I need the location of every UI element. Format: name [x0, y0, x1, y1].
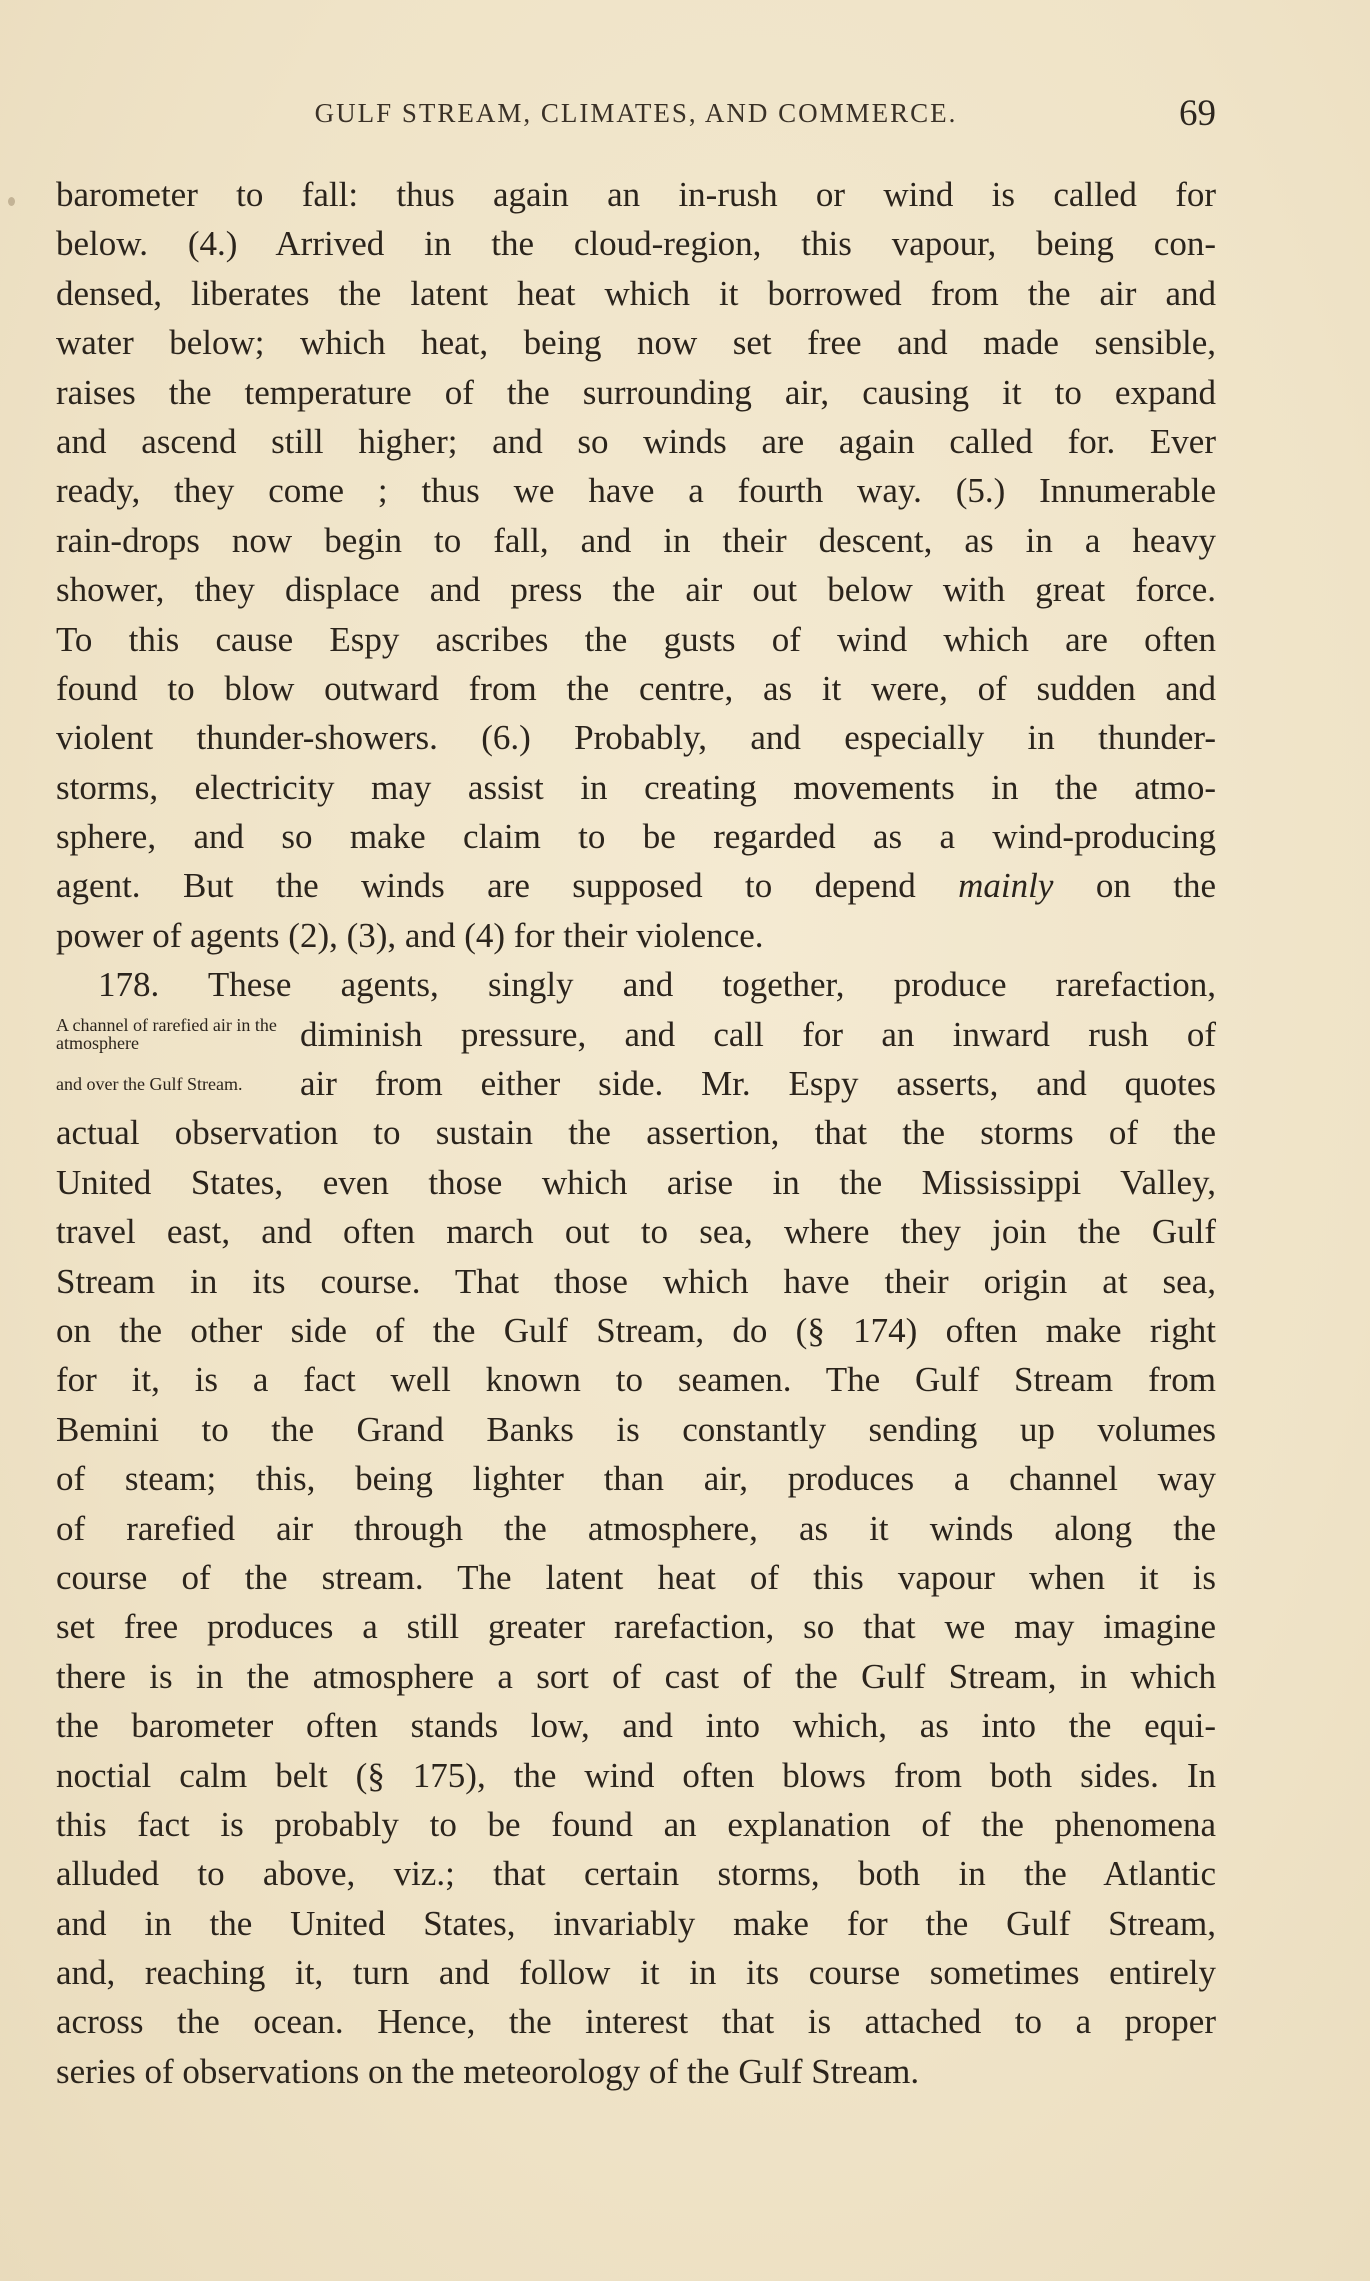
text-line: sphere, and so make claim to be regarded as a wind-producing [56, 817, 1216, 857]
body-text [56, 170, 1216, 2096]
text-line: found to blow outward from the centre, as it were, of sudden and [56, 668, 1216, 708]
page-number: 69 [1179, 93, 1216, 134]
text-line: of steam; this, being lighter than air, produces a channel way [56, 1459, 1216, 1499]
text-line: raises the temperature of the surrounding air, causing it to expand [56, 372, 1216, 412]
text-line: below. (4.) Arrived in the cloud-region, this vapour, being con- [56, 224, 1216, 264]
page-header [56, 92, 1216, 142]
text-line: across the ocean. Hence, the interest that is attached to a proper [56, 2002, 1216, 2042]
text-line: violent thunder-showers. (6.) Probably, and especially in thunder- [56, 718, 1216, 758]
text-line: barometer to fall: thus again an in-rush or wind is called for [56, 175, 1216, 214]
text-line-emphasis [56, 861, 1216, 910]
text-line: for it, is a fact well known to seamen. The Gulf Stream from [56, 1360, 1216, 1400]
margin-note: A channel of rarefied air in the atmosphere [56, 1015, 277, 1054]
text-line: and ascend still higher; and so winds are again called for. Ever [56, 421, 1216, 461]
text-line: course of the stream. The latent heat of this vapour when it is [56, 1557, 1216, 1597]
text-line: and, reaching it, turn and follow it in its course sometimes entirely [56, 1953, 1216, 1993]
emphasized-word: mainly [958, 866, 1054, 906]
text-line: on the other side of the Gulf Stream, do (§ 174) often make right [56, 1310, 1216, 1350]
text-segment: diminish pressure, and call for an inward rush of [300, 1014, 1216, 1054]
text-line: there is in the atmosphere a sort of cast of the Gulf Stream, in which [56, 1656, 1216, 1696]
text-line: To this cause Espy ascribes the gusts of wind which are often [56, 619, 1216, 659]
text-line: the barometer often stands low, and into which, as into the equi- [56, 1706, 1216, 1746]
text-segment: agent. But the winds are supposed to depend [56, 866, 916, 906]
text-line: of rarefied air through the atmosphere, as it winds along the [56, 1508, 1216, 1548]
text-line: and in the United States, invariably make for the Gulf Stream, [56, 1903, 1216, 1943]
text-line-with-sidenote [56, 1059, 1216, 1108]
text-line: densed, liberates the latent heat which it borrowed from the air and [56, 273, 1216, 313]
margin-note: and over the Gulf Stream. [56, 1073, 243, 1094]
text-line: rain-drops now begin to fall, and in their descent, as in a heavy [56, 520, 1216, 560]
text-line: Stream in its course. That those which have their origin at sea, [56, 1261, 1216, 1301]
text-line: alluded to above, viz.; that certain storms, both in the Atlantic [56, 1854, 1216, 1894]
text-line: noctial calm belt (§ 175), the wind often blows from both sides. In [56, 1755, 1216, 1795]
text-line: actual observation to sustain the assertion, that the storms of the [56, 1113, 1216, 1153]
text-line: water below; which heat, being now set free and made sensible, [56, 323, 1216, 363]
text-line: shower, they displace and press the air out below with great force. [56, 570, 1216, 610]
text-segment: on the [1095, 866, 1216, 906]
text-line: this fact is probably to be found an explanation of the phenomena [56, 1804, 1216, 1844]
text-segment: air from either side. Mr. Espy asserts, and quotes [300, 1064, 1216, 1104]
text-line: storms, electricity may assist in creating movements in the atmo- [56, 767, 1216, 807]
text-line: ready, they come ; thus we have a fourth way. (5.) Innumerable [56, 471, 1216, 511]
text-line: set free produces a still greater rarefaction, so that we may imagine [56, 1607, 1216, 1647]
text-line: travel east, and often march out to sea, where they join the Gulf [56, 1212, 1216, 1252]
text-line: Bemini to the Grand Banks is constantly sending up volumes [56, 1409, 1216, 1449]
text-line-with-sidenote [56, 1010, 1216, 1059]
final-line: series of observations on the meteorology of the Gulf Stream. [56, 2051, 920, 2091]
paragraph-178-start: 178. These agents, singly and together, produce rarefaction, [98, 965, 1216, 1005]
text-line: United States, even those which arise in the Mississippi Valley, [56, 1162, 1216, 1202]
paragraph-end-line: power of agents (2), (3), and (4) for their violence. [56, 915, 764, 955]
running-head: GULF STREAM, CLIMATES, AND COMMERCE. [314, 98, 958, 128]
margin-ink-spot [8, 197, 15, 206]
